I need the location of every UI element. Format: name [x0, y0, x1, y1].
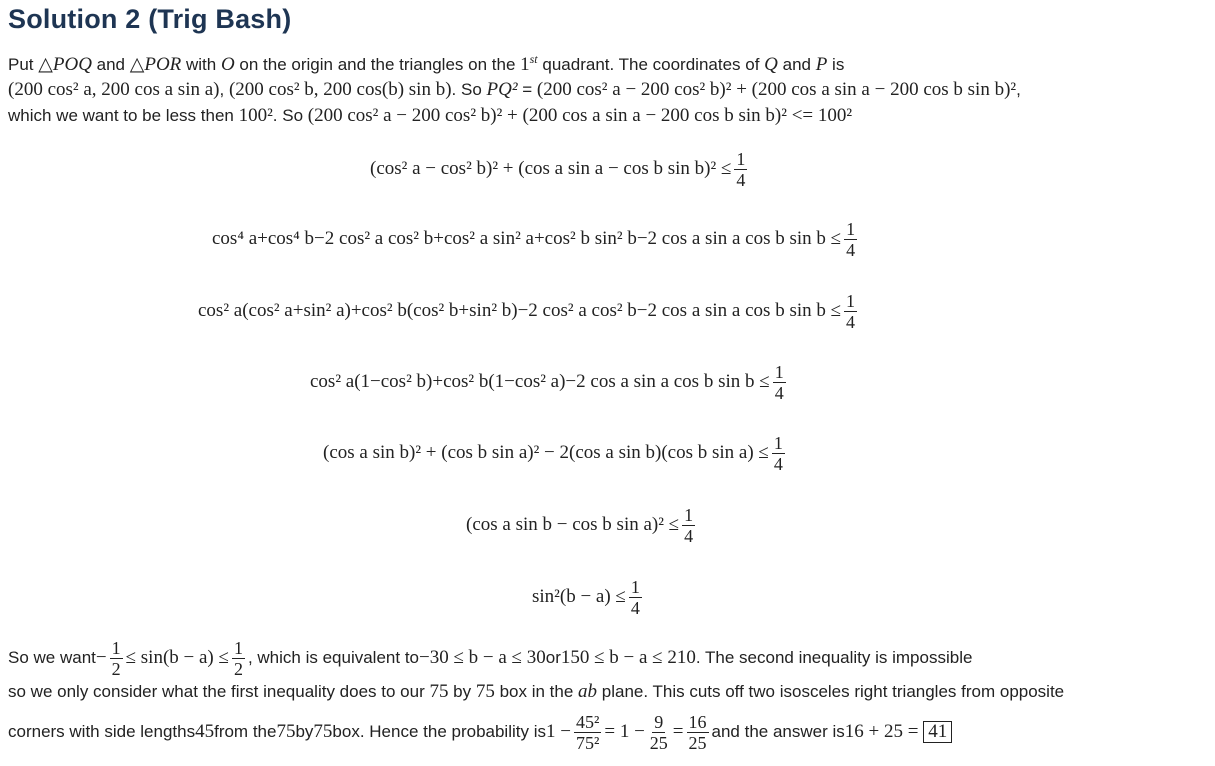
fraction: [682, 505, 695, 546]
inequality-expression: (200 cos² a − 200 cos² b)² + (200 cos a sin a − 200 cos b sin b)² <= 100²: [307, 105, 853, 126]
fraction: [772, 433, 785, 474]
equation-lhs: cos⁴ a+cos⁴ b−2 cos² a cos² b+cos² a sin² a+cos² b sin² b−2 cos a sin a cos b sin b ≤: [212, 228, 842, 249]
numerator: 1: [846, 290, 856, 311]
text: plane. This cuts off two isosceles right triangles from opposite: [597, 682, 1065, 701]
point-q: Q: [764, 54, 778, 75]
numerator: 1: [773, 432, 783, 453]
equation-lhs: cos² a(cos² a+sin² a)+cos² b(cos² b+sin² b)−2 cos² a cos² b−2 cos a sin a cos b sin b ≤: [198, 300, 842, 321]
denominator: 4: [736, 169, 746, 190]
denominator: 25: [649, 732, 668, 753]
denominator: 2: [111, 658, 121, 679]
para2-line3: [8, 706, 952, 758]
equation-lhs: cos² a(1−cos² b)+cos² b(1−cos² a)−2 cos a sin a cos b sin b ≤: [310, 371, 770, 392]
text: . So: [451, 80, 487, 99]
equation-2: [212, 214, 860, 264]
text: by: [448, 682, 476, 701]
numerator: 1: [630, 576, 640, 597]
text: and: [91, 55, 130, 74]
denominator: 4: [774, 382, 784, 403]
numerator: 9: [654, 711, 664, 732]
triangle-por: △POR: [129, 54, 182, 75]
coords-q: (200 cos² a, 200 cos a sin a): [8, 79, 220, 100]
expression: 1 −: [545, 721, 571, 742]
text: corners with side lengths: [8, 722, 196, 741]
equation-7: [532, 572, 645, 622]
number: 75: [313, 721, 333, 742]
inequality-2: 150 ≤ b − a ≤ 210: [560, 647, 696, 668]
ordinal-number: 1: [520, 54, 530, 75]
text: Put: [8, 55, 39, 74]
expression: = 1 −: [604, 721, 645, 742]
para1-line2: [8, 79, 1021, 101]
point-p: P: [815, 54, 828, 75]
text: and: [777, 55, 816, 74]
distance-expression: (200 cos² a − 200 cos² b)² + (200 cos a sin a − 200 cos b sin b)²: [536, 79, 1017, 100]
text: which we want to be less then: [8, 106, 239, 125]
denominator: 4: [846, 239, 856, 260]
ordinal-suffix: st: [529, 52, 538, 66]
para2-line1: [8, 634, 972, 682]
denominator: 4: [846, 311, 856, 332]
sum-expression: 16 + 25 =: [844, 721, 919, 742]
equals-sign: =: [672, 721, 684, 742]
hundred-squared: 100²: [238, 105, 273, 126]
numerator: 1: [684, 504, 694, 525]
text: and the answer is: [711, 722, 845, 741]
inequality-1: −30 ≤ b − a ≤ 30: [419, 647, 546, 668]
text: =: [517, 80, 537, 99]
fraction-half: [232, 638, 245, 679]
fraction: [648, 712, 670, 753]
fraction: [844, 219, 857, 260]
solution-title: Solution 2 (Trig Bash): [8, 4, 292, 34]
equation-6: [466, 500, 698, 550]
number: 75: [429, 681, 449, 702]
coords-p: (200 cos² b, 200 cos(b) sin b): [228, 79, 452, 100]
triangle-poq: △POQ: [38, 54, 92, 75]
text: by: [295, 722, 314, 741]
denominator: 2: [233, 658, 243, 679]
equation-4: [310, 357, 789, 407]
numerator: 1: [233, 637, 243, 658]
numerator: 1: [774, 361, 784, 382]
denominator: 4: [684, 525, 694, 546]
numerator: 1: [846, 218, 856, 239]
sine-bound: ≤ sin(b − a) ≤: [125, 647, 229, 668]
equation-lhs: sin²(b − a) ≤: [532, 586, 626, 607]
point-o: O: [220, 54, 235, 75]
fraction-half: [110, 638, 123, 679]
numerator: 1: [736, 148, 746, 169]
equation-3: [198, 286, 860, 336]
numerator: 45²: [575, 711, 600, 732]
text: on the origin and the triangles on the: [234, 55, 521, 74]
text: is: [827, 55, 845, 74]
denominator: 25: [688, 732, 707, 753]
text: box in the: [494, 682, 579, 701]
para2-line2: [8, 681, 1064, 703]
text: So we want: [8, 648, 96, 667]
text: , which is equivalent to: [247, 648, 419, 667]
equation-lhs: (cos a sin b − cos b sin a)² ≤: [466, 514, 680, 535]
para1-line3: [8, 105, 852, 127]
equation-lhs: (cos a sin b)² + (cos b sin a)² − 2(cos a sin b)(cos b sin a) ≤: [323, 442, 769, 463]
text: box. Hence the probability is: [332, 722, 546, 741]
number: 45: [195, 721, 215, 742]
denominator: 4: [773, 453, 783, 474]
text: or: [545, 648, 561, 667]
text: quadrant. The coordinates of: [537, 55, 765, 74]
text: from the: [214, 722, 277, 741]
equation-lhs: (cos² a − cos² b)² + (cos a sin a − cos b sin b)² ≤: [370, 158, 732, 179]
text: with: [181, 55, 221, 74]
denominator: 4: [630, 597, 640, 618]
equation-1: [370, 144, 750, 194]
numerator: 1: [111, 637, 121, 658]
ab-variables: ab: [578, 681, 598, 702]
fraction: [773, 362, 786, 403]
text: . The second inequality is impossible: [695, 648, 973, 667]
fraction: [734, 149, 747, 190]
fraction: [844, 291, 857, 332]
numerator: 16: [688, 711, 707, 732]
text: . So: [272, 106, 308, 125]
fraction: [687, 712, 709, 753]
pq-squared: PQ²: [486, 79, 518, 100]
text: ,: [1016, 80, 1021, 99]
text: so we only consider what the first inequality does to our: [8, 682, 430, 701]
minus-sign: −: [95, 647, 107, 668]
boxed-answer: 41: [923, 721, 952, 743]
para1-line1: [8, 54, 844, 76]
number: 75: [276, 721, 296, 742]
number: 75: [475, 681, 495, 702]
denominator: 75²: [575, 732, 600, 753]
text: ,: [219, 80, 229, 99]
fraction: [629, 577, 642, 618]
fraction-probability: [574, 712, 601, 753]
equation-5: [323, 428, 788, 478]
